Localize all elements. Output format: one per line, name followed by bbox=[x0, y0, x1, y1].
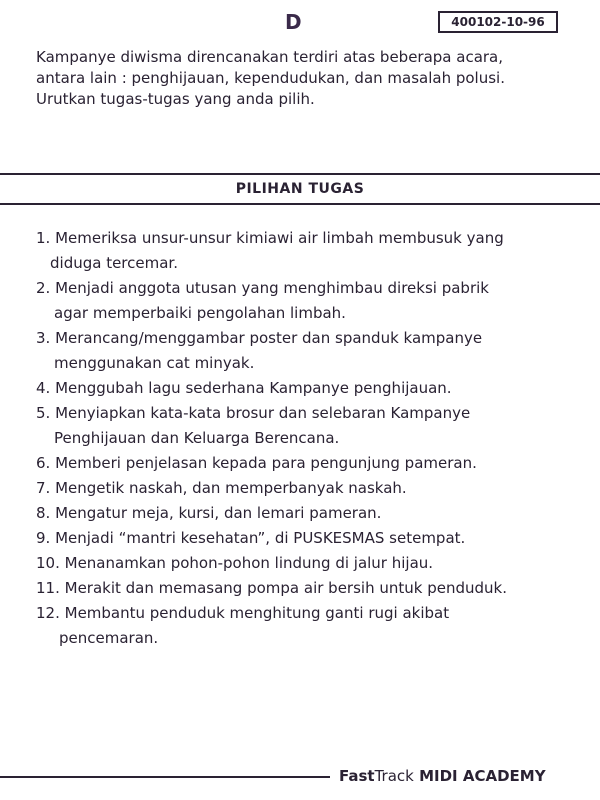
task-text: 6. Memberi penjelasan kepada para pengunjung pameran. bbox=[36, 454, 477, 472]
brand-midi-academy: MIDI ACADEMY bbox=[413, 767, 546, 785]
task-item bbox=[36, 526, 576, 551]
task-item bbox=[36, 226, 576, 276]
task-item bbox=[36, 576, 576, 601]
task-item bbox=[36, 276, 576, 326]
task-text: 3. Merancang/menggambar poster dan spanduk kampanye bbox=[36, 329, 483, 347]
task-text-continued: pencemaran. bbox=[59, 629, 159, 647]
footer-brand bbox=[339, 767, 546, 785]
instructions-line: antara lain : penghijauan, kependudukan, dan masalah polusi. bbox=[36, 69, 505, 87]
task-item bbox=[36, 451, 576, 476]
form-letter: D bbox=[285, 10, 302, 34]
task-item bbox=[36, 326, 576, 376]
task-text: 4. Menggubah lagu sederhana Kampanye penghijauan. bbox=[36, 379, 452, 397]
task-item bbox=[36, 476, 576, 501]
task-text: 12. Membantu penduduk menghitung ganti rugi akibat bbox=[36, 604, 450, 622]
section-title: PILIHAN TUGAS bbox=[0, 173, 600, 205]
task-list bbox=[36, 226, 576, 651]
task-text: 2. Menjadi anggota utusan yang menghimbau direksi pabrik bbox=[36, 279, 489, 297]
instructions-line: Urutkan tugas-tugas yang anda pilih. bbox=[36, 90, 315, 108]
task-text: 9. Menjadi “mantri kesehatan”, di PUSKESMAS setempat. bbox=[36, 529, 466, 547]
task-item bbox=[36, 501, 576, 526]
brand-fast: Fast bbox=[339, 767, 375, 785]
task-text: 5. Menyiapkan kata-kata brosur dan selebaran Kampanye bbox=[36, 404, 471, 422]
task-item bbox=[36, 376, 576, 401]
instructions-line: Kampanye diwisma direncanakan terdiri atas beberapa acara, bbox=[36, 48, 504, 66]
task-item bbox=[36, 551, 576, 576]
task-text: 7. Mengetik naskah, dan memperbanyak naskah. bbox=[36, 479, 407, 497]
task-text-continued: diduga tercemar. bbox=[50, 254, 178, 272]
task-text: 8. Mengatur meja, kursi, dan lemari pameran. bbox=[36, 504, 382, 522]
task-text: 1. Memeriksa unsur-unsur kimiawi air limbah membusuk yang bbox=[36, 229, 504, 247]
task-text-continued: menggunakan cat minyak. bbox=[54, 354, 255, 372]
task-item bbox=[36, 601, 576, 651]
task-item bbox=[36, 401, 576, 451]
task-text-continued: Penghijauan dan Keluarga Berencana. bbox=[54, 429, 340, 447]
footer-divider bbox=[0, 776, 330, 778]
instructions bbox=[36, 47, 576, 110]
brand-track: Track bbox=[374, 767, 414, 785]
task-text-continued: agar memperbaiki pengolahan limbah. bbox=[54, 304, 346, 322]
document-code: 400102-10-96 bbox=[438, 11, 558, 33]
task-text: 11. Merakit dan memasang pompa air bersih untuk penduduk. bbox=[36, 579, 507, 597]
task-text: 10. Menanamkan pohon-pohon lindung di jalur hijau. bbox=[36, 554, 434, 572]
